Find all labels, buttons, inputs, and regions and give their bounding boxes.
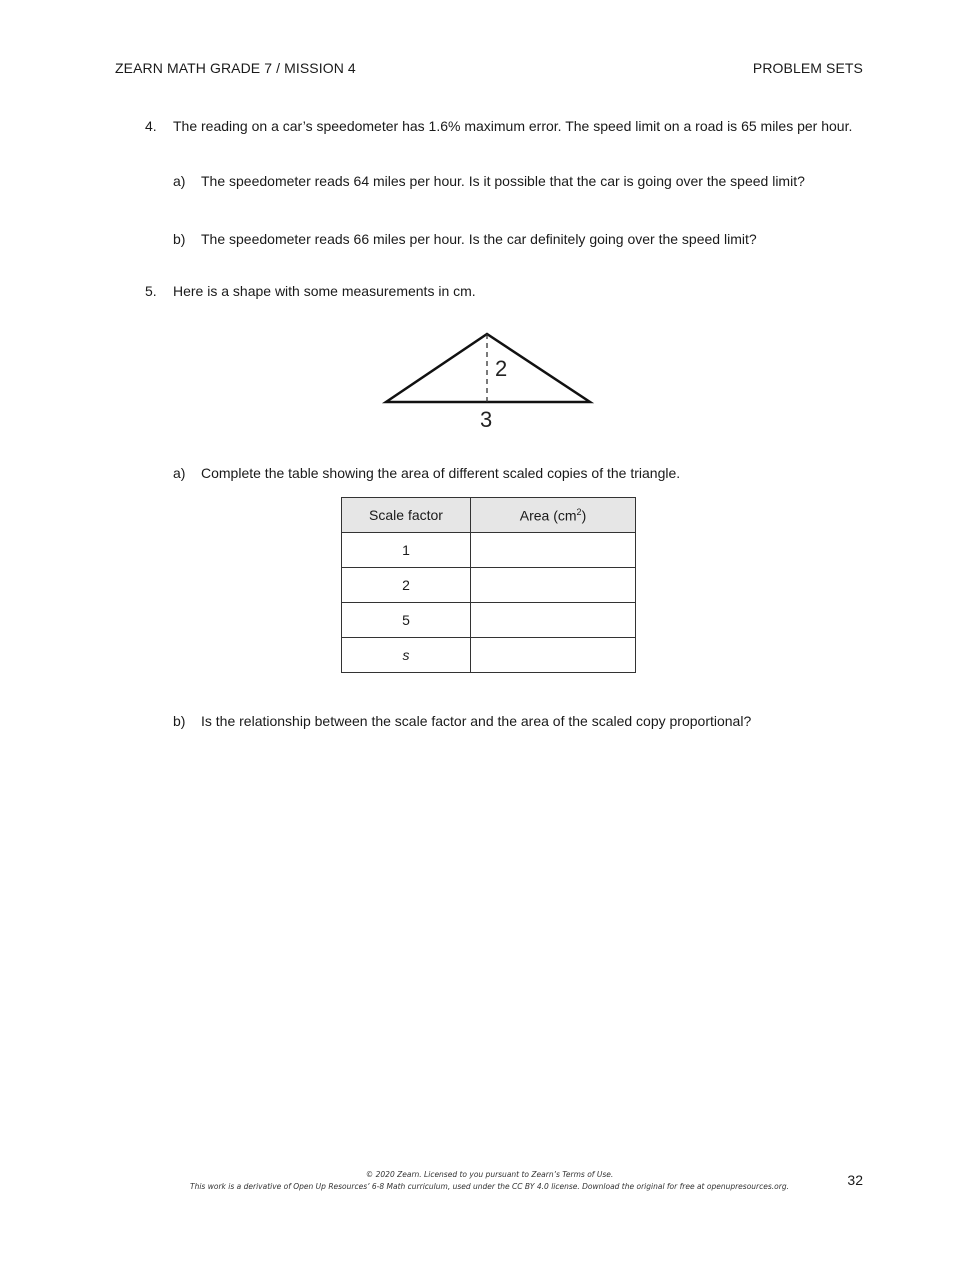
problem-4-text: The reading on a car’s speedometer has 1.6% maximum error. The speed limit on a road is 65 miles per hour. <box>173 118 853 134</box>
header-area <box>471 498 636 533</box>
problem-5a-label: a) <box>173 465 186 481</box>
problem-4a-text: The speedometer reads 64 miles per hour. Is it possible that the car is going over the speed limit? <box>201 173 805 189</box>
scale-cell: 1 <box>342 533 471 568</box>
problem-5a-text: Complete the table showing the area of different scaled copies of the triangle. <box>201 465 681 481</box>
scale-cell: 2 <box>342 568 471 603</box>
height-label: 2 <box>495 356 508 381</box>
page-number: 32 <box>847 1172 863 1188</box>
table-row <box>342 568 636 603</box>
table-header-row <box>342 498 636 533</box>
area-cell[interactable] <box>471 568 636 603</box>
scale-cell: 5 <box>342 603 471 638</box>
base-label: 3 <box>480 407 493 432</box>
header-title: ZEARN MATH GRADE 7 / MISSION 4 <box>115 60 356 76</box>
table-row <box>342 533 636 568</box>
problem-4-number: 4. <box>145 118 157 134</box>
area-cell[interactable] <box>471 603 636 638</box>
area-cell[interactable] <box>471 638 636 673</box>
problem-5b-text: Is the relationship between the scale factor and the area of the scaled copy proportional? <box>201 713 752 729</box>
area-table <box>341 497 636 673</box>
problem-4b-text: The speedometer reads 66 miles per hour. Is the car definitely going over the speed limit? <box>201 231 757 247</box>
header-section: PROBLEM SETS <box>752 60 863 76</box>
problem-5b-label: b) <box>173 713 186 729</box>
header-area-text: Area (cm <box>519 507 577 524</box>
triangle-figure <box>380 325 600 435</box>
table-row <box>342 603 636 638</box>
header-area-close: ) <box>581 507 587 524</box>
problem-5-text: Here is a shape with some measurements in cm. <box>173 283 476 299</box>
problem-4b-label: b) <box>173 231 186 247</box>
header-scale-factor: Scale factor <box>342 498 471 533</box>
problem-4a-label: a) <box>173 173 186 189</box>
scale-cell: s <box>342 638 471 673</box>
problem-5-number: 5. <box>145 283 157 299</box>
footer-license: This work is a derivative of Open Up Resources’ 6-8 Math curriculum, used under the CC BY 4.0 license. Download the original for free at openupresources.org. <box>190 1182 789 1191</box>
header-area-exponent: 2 <box>576 506 582 517</box>
table-row <box>342 638 636 673</box>
triangle-shape <box>386 334 590 402</box>
footer-copyright: © 2020 Zearn. Licensed to you pursuant to Zearn’s Terms of Use. <box>365 1170 614 1179</box>
area-cell[interactable] <box>471 533 636 568</box>
